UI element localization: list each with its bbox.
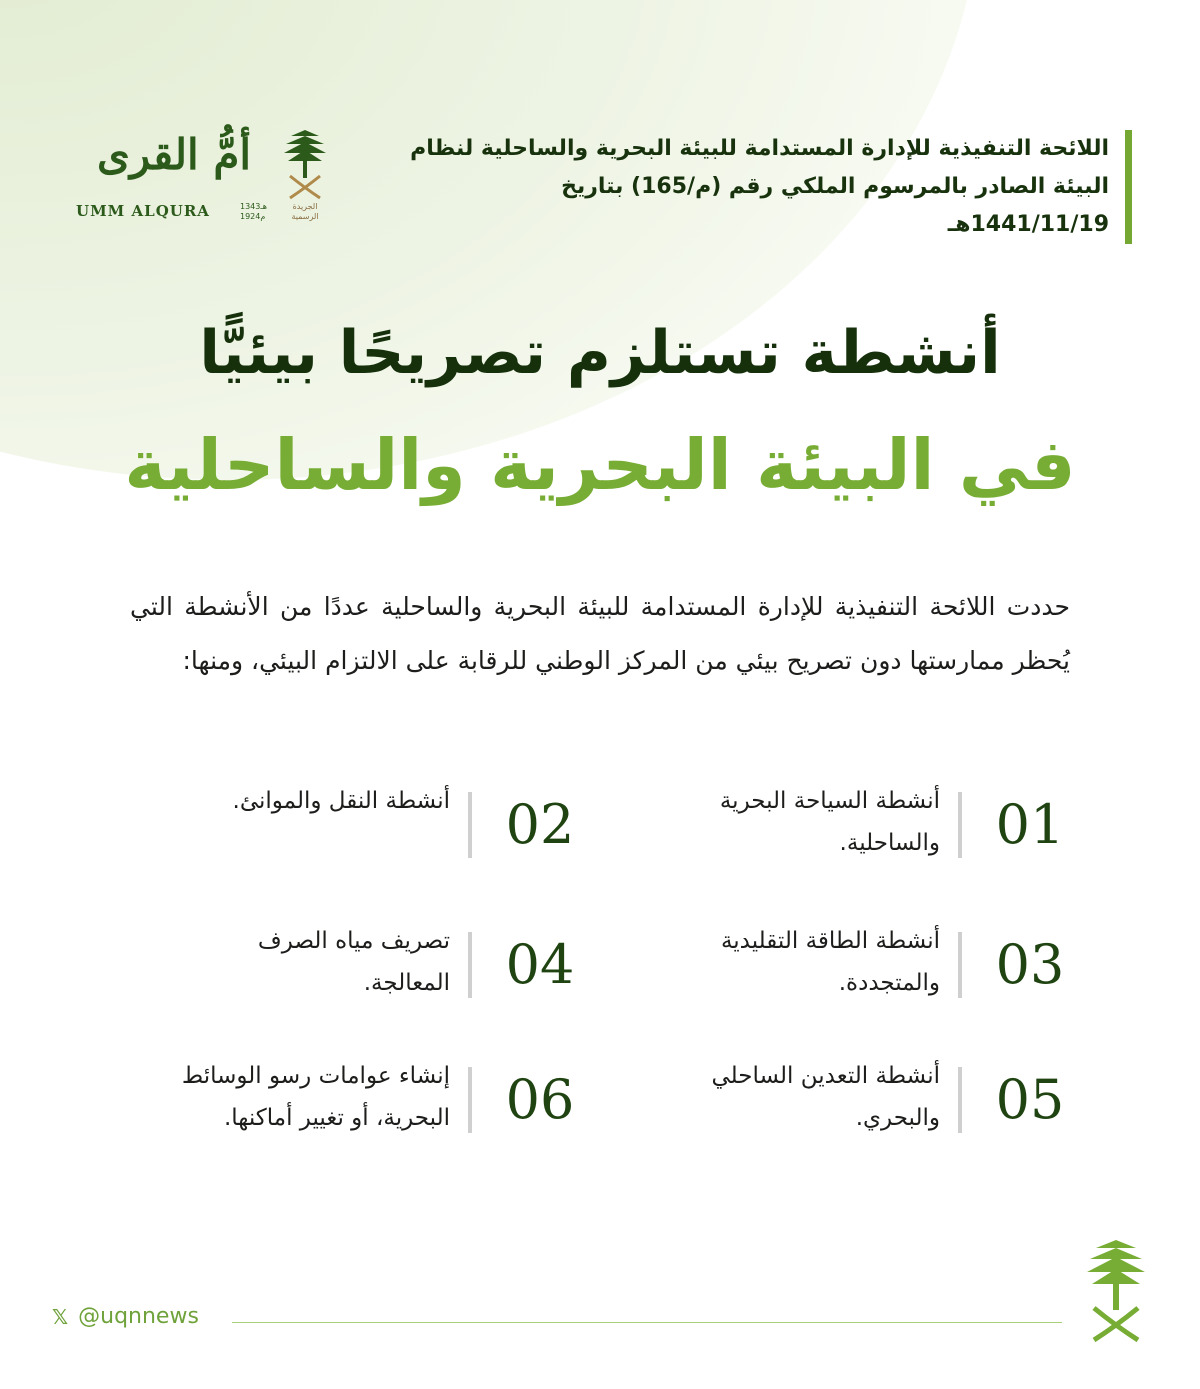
item-number: 05 <box>995 1068 1065 1131</box>
page-title-line-2: في البيئة البحرية والساحلية <box>124 424 1076 506</box>
umm-alqura-logo <box>74 122 336 222</box>
palm-swords-emblem-icon <box>1084 1234 1148 1360</box>
item-number: 04 <box>505 933 575 996</box>
x-logo-icon: 𝕏 <box>52 1304 69 1329</box>
item-divider <box>958 792 962 858</box>
item-number: 02 <box>505 793 575 856</box>
item-text: أنشطة التعدين الساحلي والبحري. <box>711 1063 940 1131</box>
item-text: أنشطة النقل والموانئ. <box>232 788 450 814</box>
logo-year-gregorian: 1924م <box>240 212 266 221</box>
page-title-line-1: أنشطة تستلزم تصريحًا بيئيًّا <box>199 318 1001 388</box>
emblem-caption: الجريدة الرسمية <box>291 202 319 221</box>
item-text: إنشاء عوامات رسو الوسائط البحرية، أو تغيير أماكنها. <box>181 1063 450 1131</box>
item-number: 01 <box>995 793 1065 856</box>
reference-line-2: البيئة الصادر بالمرسوم الملكي رقم (م/165) بتاريخ 1441/11/19هـ <box>561 174 1109 237</box>
item-divider <box>468 792 472 858</box>
social-handle-link[interactable] <box>52 1304 199 1329</box>
logo-year-hijri: 1343هـ <box>240 202 267 211</box>
reference-block <box>409 130 1132 244</box>
item-number: 03 <box>995 933 1065 996</box>
intro-paragraph: حددت اللائحة التنفيذية للإدارة المستدامة للبيئة البحرية والساحلية عددًا من الأنشطة التي يُحظر ممارستها دون تصريح بيئي من المركز الوطني للرقابة على الالتزام البيئي، ومنها: <box>130 592 1070 675</box>
item-divider <box>958 932 962 998</box>
item-text: أنشطة السياحة البحرية والساحلية. <box>719 788 940 856</box>
activity-list <box>0 780 1200 1160</box>
item-divider <box>468 1067 472 1133</box>
logo-latin-text: UMM ALQURA <box>76 202 210 220</box>
footer-divider <box>232 1322 1062 1323</box>
item-text: أنشطة الطاقة التقليدية والمتجددة. <box>720 928 940 996</box>
item-text: تصريف مياه الصرف المعالجة. <box>257 928 450 996</box>
social-handle-text: @uqnnews <box>78 1304 199 1329</box>
logo-years <box>240 202 267 222</box>
header <box>0 0 1200 240</box>
item-divider <box>468 932 472 998</box>
item-divider <box>958 1067 962 1133</box>
item-number: 06 <box>505 1068 575 1131</box>
logo-arabic-text: أمُّ القرى <box>96 130 252 179</box>
reference-line-1: اللائحة التنفيذية للإدارة المستدامة للبيئة البحرية والساحلية لنظام <box>410 136 1109 161</box>
